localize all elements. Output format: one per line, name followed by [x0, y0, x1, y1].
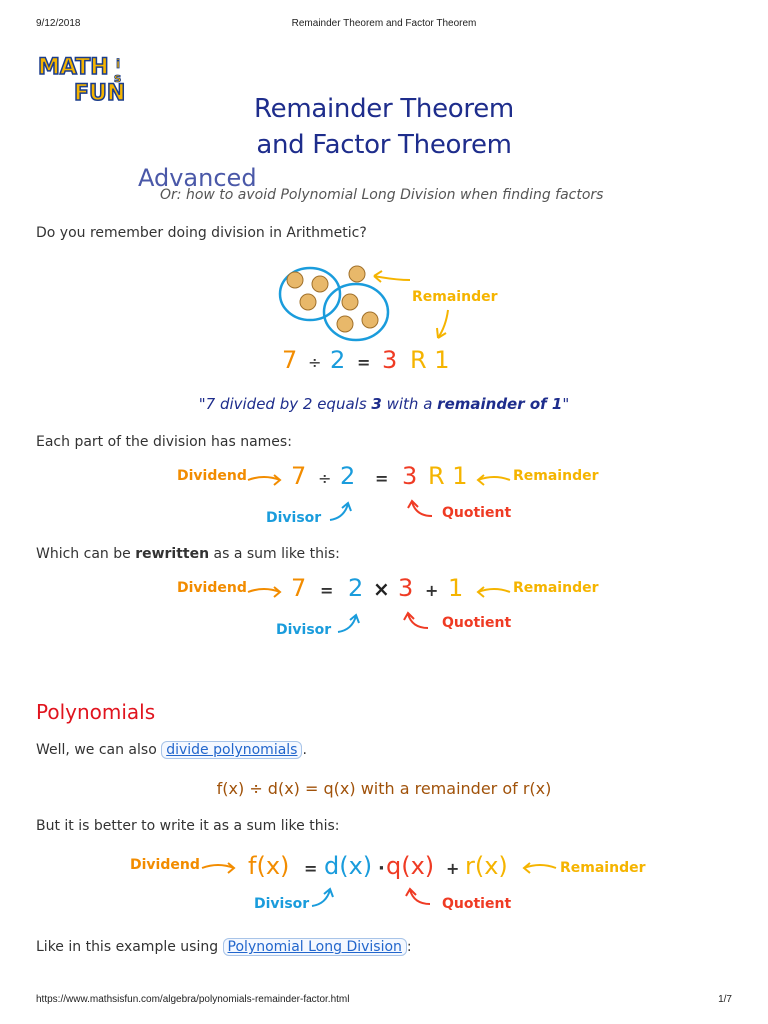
page-title-line1: Remainder Theorem	[254, 94, 514, 124]
poly-divisor-arrow	[310, 886, 340, 910]
sum-remainder-arrow	[472, 584, 512, 600]
poly-remainder-label: Remainder	[560, 860, 646, 876]
cookie-dividend: 7	[282, 346, 298, 374]
svg-text:MATH: MATH	[38, 55, 109, 80]
names-equation	[170, 462, 600, 534]
sum-quotient-label: Quotient	[442, 615, 512, 631]
divide-polynomials-link[interactable]: divide polynomials	[161, 741, 302, 759]
poly-formula: f(x) ÷ d(x) = q(x) with a remainder of r(x)	[216, 779, 552, 798]
cookie-divisor: 2	[330, 346, 346, 374]
poly-dividend-arrow	[200, 860, 240, 876]
names-divisor-label: Divisor	[266, 510, 322, 526]
intro-text: Do you remember doing division in Arithmetic?	[36, 225, 367, 241]
poly-intro-post: .	[302, 742, 307, 758]
example-intro-text	[36, 939, 412, 955]
cookie-divide-sign: ÷	[308, 353, 322, 372]
poly-plus-sign: +	[446, 859, 460, 878]
poly-dividend-label: Dividend	[130, 857, 200, 873]
poly-quotient-label: Quotient	[442, 896, 512, 912]
svg-text:i: i	[116, 57, 121, 71]
names-dividend: 7	[291, 462, 307, 490]
sum-divisor-label: Divisor	[276, 622, 332, 638]
names-divisor: 2	[340, 462, 356, 490]
names-equals-sign: =	[375, 469, 389, 488]
print-page-title: Remainder Theorem and Factor Theorem	[291, 18, 477, 29]
names-remainder-arrow	[472, 472, 512, 488]
sum-dividend: 7	[291, 574, 307, 602]
names-quotient: 3	[402, 462, 418, 490]
names-intro-text: Each part of the division has names:	[36, 434, 292, 450]
names-remainder-label: Remainder	[513, 468, 599, 484]
cookie-quotient: 3	[382, 346, 398, 374]
quote-bold-1: 3	[371, 395, 382, 413]
rewrite-intro-post: as a sum like this:	[209, 546, 340, 562]
poly-equals-sign: =	[304, 859, 318, 878]
names-dividend-label: Dividend	[177, 468, 247, 484]
example-intro-pre: Like in this example using	[36, 939, 223, 955]
rewrite-intro-text	[36, 546, 340, 562]
names-quotient-arrow	[406, 498, 436, 522]
division-quote	[0, 395, 768, 413]
names-dividend-arrow	[246, 472, 286, 488]
poly-remainder-arrow	[518, 860, 558, 876]
sum-quotient: 3	[398, 574, 414, 602]
example-intro-post: :	[406, 939, 412, 955]
poly-quotient: q(x)	[386, 852, 435, 880]
print-page-number: 1/7	[718, 994, 732, 1005]
quote-bold-2: remainder of 1	[437, 395, 563, 413]
names-divisor-arrow	[328, 500, 358, 524]
polynomial-long-division-link[interactable]: Polynomial Long Division	[223, 938, 407, 956]
sum-divisor: 2	[348, 574, 364, 602]
poly-intro-pre: Well, we can also	[36, 742, 162, 758]
level-badge: Advanced	[138, 164, 257, 192]
rewrite-intro-pre: Which can be	[36, 546, 136, 562]
section-heading-polynomials: Polynomials	[36, 700, 156, 724]
names-quotient-label: Quotient	[442, 505, 512, 521]
sum-plus-sign: +	[425, 581, 439, 600]
cookie-equals-sign: =	[357, 353, 371, 372]
sum-quotient-arrow	[402, 610, 432, 634]
sum-equation	[170, 574, 600, 646]
poly-remainder: r(x)	[465, 852, 508, 880]
sum-dividend-label: Dividend	[177, 580, 247, 596]
print-date: 9/12/2018	[36, 18, 81, 29]
names-divide-sign: ÷	[318, 469, 332, 488]
quote-text-3: "	[562, 395, 570, 413]
rewrite-intro-bold: rewritten	[135, 546, 210, 562]
cookie-equation	[282, 346, 482, 378]
poly-better-text: But it is better to write it as a sum like this:	[36, 818, 340, 834]
sum-remainder-label: Remainder	[513, 580, 599, 596]
page-title-line2: and Factor Theorem	[256, 130, 512, 160]
cookie-remainder-label: Remainder	[412, 289, 498, 305]
poly-divisor: d(x)	[324, 852, 373, 880]
names-remainder: R 1	[428, 462, 468, 490]
sum-equals-sign: =	[320, 581, 334, 600]
sum-dividend-arrow	[246, 584, 286, 600]
poly-dot-sign: ·	[378, 858, 385, 879]
quote-text-2: with a	[381, 395, 438, 413]
quote-text-1: "7 divided by 2 equals	[198, 395, 372, 413]
poly-sum-equation	[128, 852, 648, 924]
svg-text:FUN: FUN	[74, 81, 126, 106]
poly-divisor-label: Divisor	[254, 896, 310, 912]
cookie-remainder: R 1	[410, 346, 450, 374]
poly-intro-text	[36, 742, 307, 758]
poly-quotient-arrow	[404, 886, 434, 910]
sum-remainder: 1	[448, 574, 464, 602]
subtitle: Or: how to avoid Polynomial Long Division when finding factors	[160, 187, 604, 203]
poly-dividend: f(x)	[248, 852, 290, 880]
print-url: https://www.mathsisfun.com/algebra/polynomials-remainder-factor.html	[36, 994, 350, 1005]
svg-text:s: s	[114, 71, 122, 85]
sum-times-sign: ×	[373, 577, 390, 601]
sum-divisor-arrow	[336, 612, 366, 636]
